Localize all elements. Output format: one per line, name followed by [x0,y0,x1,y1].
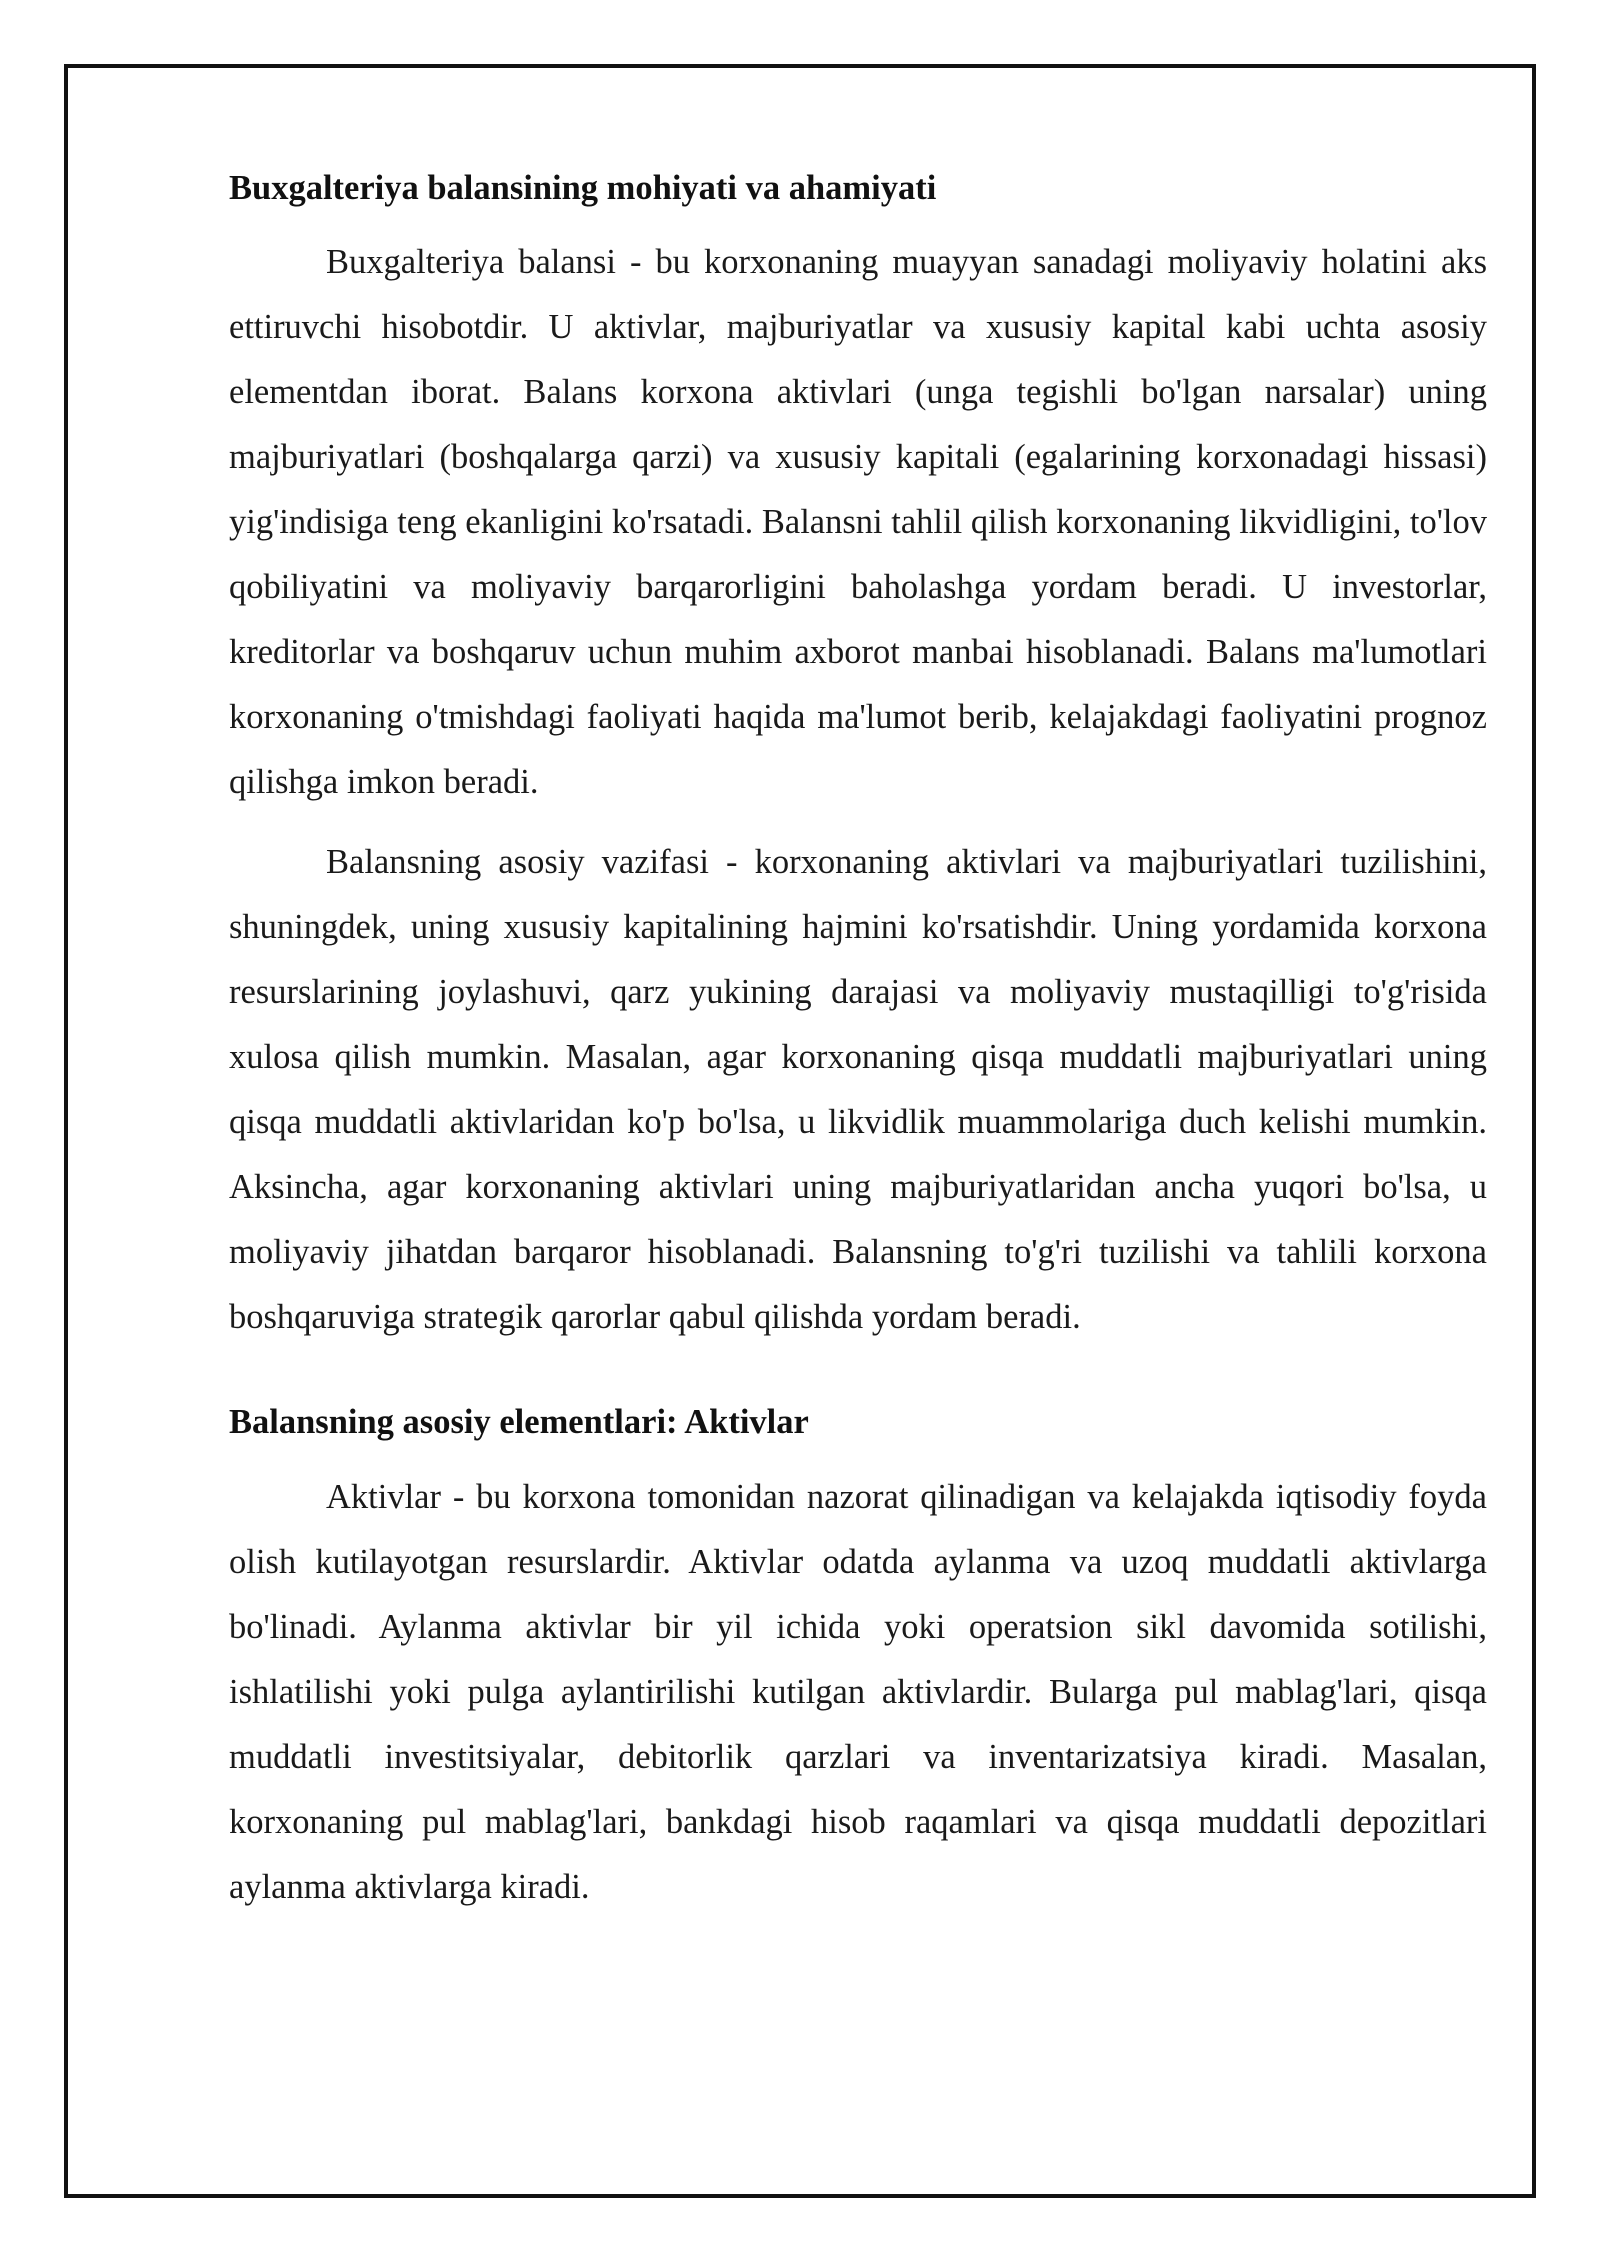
body-paragraph: Aktivlar - bu korxona tomonidan nazorat qilinadigan va kelajakda iqtisodiy foyda olish kutilayotgan resurslardir. Aktivlar odatda aylanma va uzoq muddatli aktivlarga bo'linadi. Aylanma aktivlar bir yil ichida yoki operatsion sikl davomida sotilishi, ishlatilishi yoki pulga aylantirilishi kutilgan aktivlardir. Bularga pul mablag'lari, qisqa muddatli investitsiyalar, debitorlik qarzlari va inventarizatsiya kiradi. Masalan, korxonaning pul mablag'lari, bankdagi hisob raqamlari va qisqa muddatli depozitlari aylanma aktivlarga kiradi. [229,1477,1487,1906]
body-paragraph: Buxgalteriya balansi - bu korxonaning muayyan sanadagi moliyaviy holatini aks ettiruvchi hisobotdir. U aktivlar, majburiyatlar va xususiy kapital kabi uchta asosiy elementdan iborat. Balans korxona aktivlari (unga tegishli bo'lgan narsalar) uning majburiyatlari (boshqalarga qarzi) va xususiy kapitali (egalarining korxonadagi hissasi) yig'indisiga teng ekanligini ko'rsatadi. Balansni tahlil qilish korxonaning likvidligini, to'lov qobiliyatini va moliyaviy barqarorligini baholashga yordam beradi. U investorlar, kreditorlar va boshqaruv uchun muhim axborot manbai hisoblanadi. Balans ma'lumotlari korxonaning o'tmishdagi faoliyati haqida ma'lumot berib, kelajakdagi faoliyatini prognoz qilishga imkon beradi. [229,243,1487,802]
document-body [229,168,1487,1935]
body-paragraph: Balansning asosiy vazifasi - korxonaning aktivlari va majburiyatlari tuzilishini, shuningdek, uning xususiy kapitalining hajmini ko'rsatishdir. Uning yordamida korxona resurslarining joylashuvi, qarz yukining darajasi va moliyaviy mustaqilligi to'g'risida xulosa qilish mumkin. Masalan, agar korxonaning qisqa muddatli majburiyatlari uning qisqa muddatli aktivlaridan ko'p bo'lsa, u likvidlik muammolariga duch kelishi mumkin. Aksincha, agar korxonaning aktivlari uning majburiyatlaridan ancha yuqori bo'lsa, u moliyaviy jihatdan barqaror hisoblanadi. Balansning to'g'ri tuzilishi va tahlili korxona boshqaruviga strategik qarorlar qabul qilishda yordam beradi. [229,843,1487,1337]
section-heading: Balansning asosiy elementlari: Aktivlar [229,1403,809,1442]
section-heading: Buxgalteriya balansining mohiyati va ahamiyati [229,169,937,207]
